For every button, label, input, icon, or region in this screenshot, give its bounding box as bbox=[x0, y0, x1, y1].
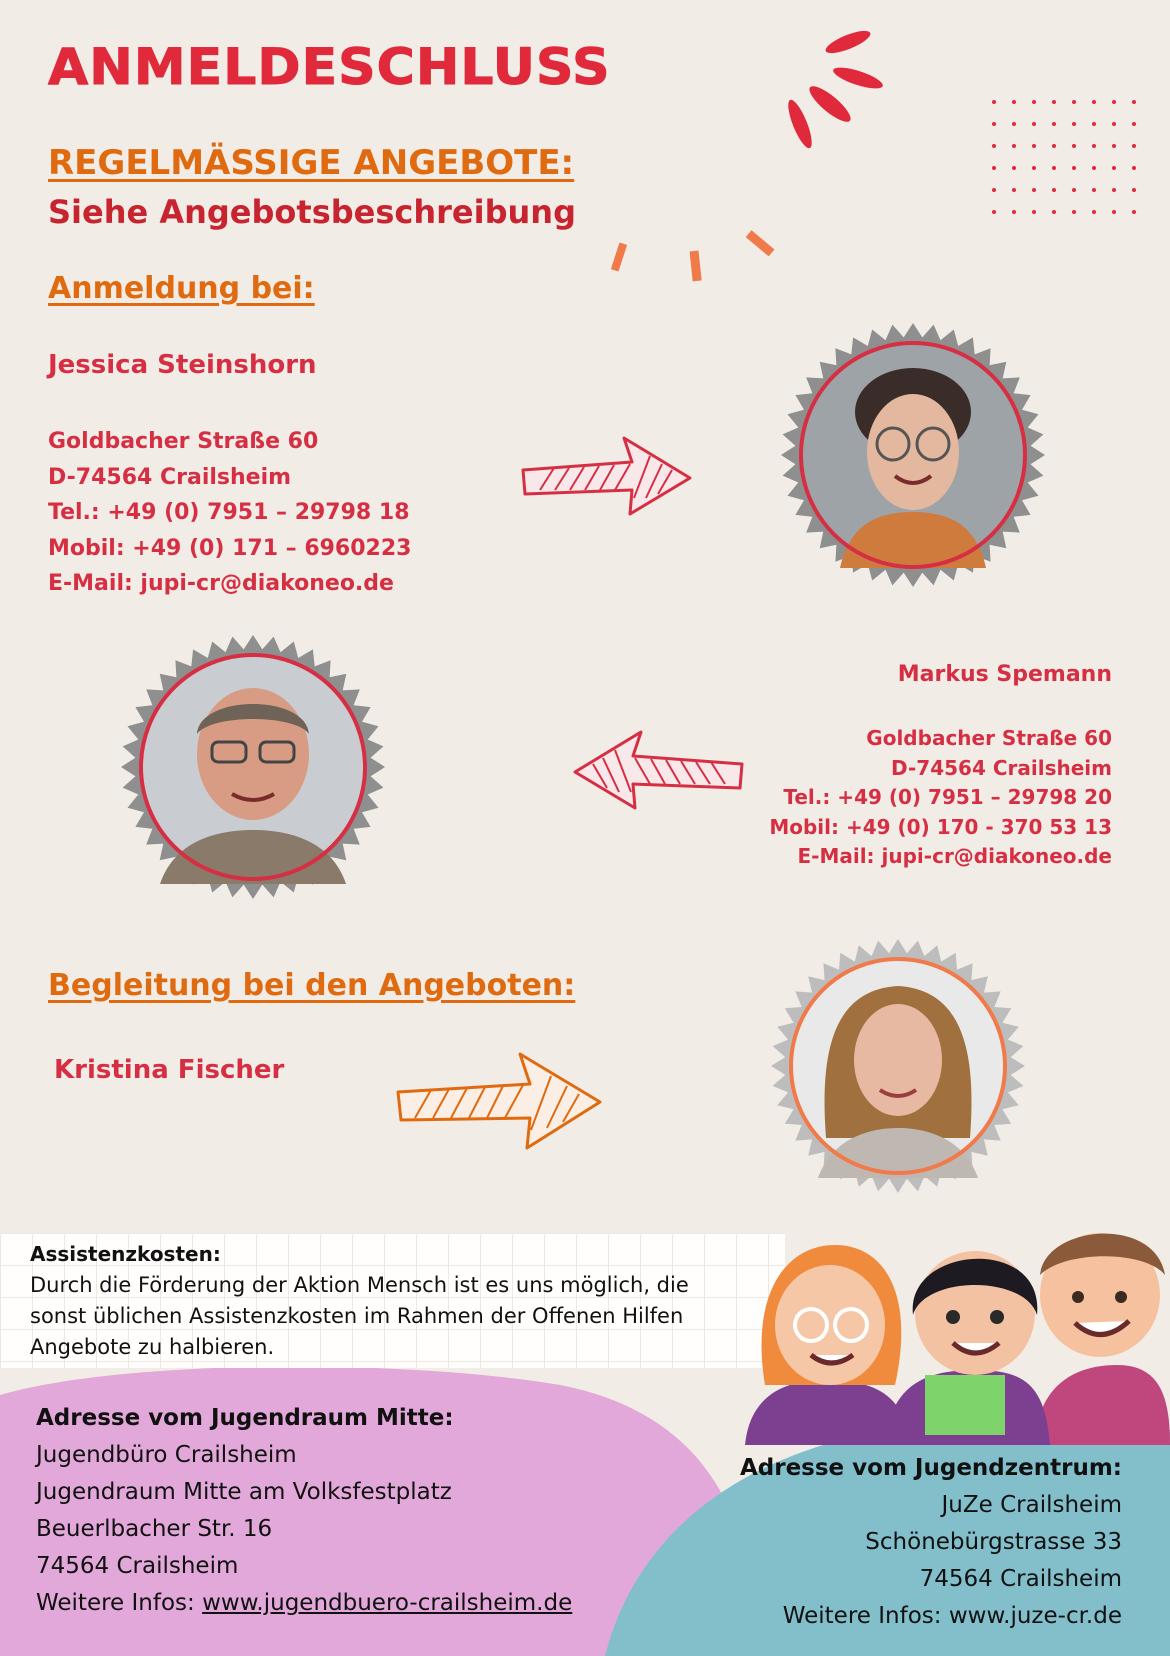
address-juze-block bbox=[783, 1487, 1122, 1635]
contact-name-markus: Markus Spemann bbox=[897, 662, 1112, 687]
dot bbox=[1092, 166, 1096, 170]
dot bbox=[1032, 122, 1036, 126]
dot bbox=[1052, 122, 1056, 126]
kristina-photo bbox=[770, 938, 1026, 1194]
arrow-right-orange-icon bbox=[395, 1048, 605, 1152]
dot bbox=[1012, 166, 1016, 170]
dot bbox=[1072, 144, 1076, 148]
website-link[interactable]: Weitere Infos: www.juze-cr.de bbox=[782, 1603, 1122, 1629]
dot bbox=[1112, 210, 1116, 214]
email-link[interactable]: E-Mail: jupi-cr@diakoneo.de bbox=[48, 571, 394, 596]
contact-details-markus bbox=[769, 724, 1112, 872]
dot bbox=[1072, 166, 1076, 170]
address-line: Jugendbüro Crailsheim bbox=[36, 1442, 297, 1468]
dot bbox=[1032, 210, 1036, 214]
dot bbox=[992, 122, 996, 126]
dot bbox=[1132, 122, 1136, 126]
dot bbox=[1132, 210, 1136, 214]
dot bbox=[1052, 166, 1056, 170]
dot bbox=[992, 210, 996, 214]
dot bbox=[992, 188, 996, 192]
dot bbox=[1052, 188, 1056, 192]
dot bbox=[1112, 166, 1116, 170]
address-mitte-block bbox=[36, 1437, 572, 1622]
dot bbox=[1072, 188, 1076, 192]
city: D-74564 Crailsheim bbox=[48, 464, 292, 490]
dot bbox=[1132, 188, 1136, 192]
phone: Tel.: +49 (0) 7951 – 29798 20 bbox=[783, 785, 1112, 809]
info-label: Weitere Infos: bbox=[36, 1590, 203, 1616]
dot bbox=[1092, 144, 1096, 148]
mobile: Mobil: +49 (0) 171 – 6960223 bbox=[48, 535, 412, 561]
dot bbox=[1052, 144, 1056, 148]
address-line: Beuerlbacher Str. 16 bbox=[36, 1516, 273, 1542]
dot bbox=[1132, 144, 1136, 148]
address-line: JuZe Crailsheim bbox=[941, 1492, 1122, 1518]
arrow-right-icon bbox=[520, 432, 695, 517]
dot bbox=[1032, 144, 1036, 148]
anmeldung-heading: Anmeldung bei: bbox=[48, 271, 315, 306]
dot bbox=[1072, 210, 1076, 214]
dot bbox=[1092, 210, 1096, 214]
starburst-decoration bbox=[780, 20, 890, 160]
assistenz-title: Assistenzkosten: bbox=[30, 1242, 221, 1266]
dot bbox=[992, 100, 996, 104]
dot bbox=[1032, 188, 1036, 192]
contact-name-jessica: Jessica Steinshorn bbox=[48, 350, 317, 380]
markus-photo bbox=[120, 634, 386, 900]
dot bbox=[1112, 100, 1116, 104]
dot bbox=[1112, 122, 1116, 126]
dot bbox=[1012, 144, 1016, 148]
dot-grid-decoration bbox=[990, 98, 1150, 228]
dot bbox=[1072, 100, 1076, 104]
contact-name-kristina: Kristina Fischer bbox=[54, 1055, 285, 1085]
dot bbox=[1112, 144, 1116, 148]
dot bbox=[1032, 100, 1036, 104]
dot bbox=[992, 166, 996, 170]
mobile: Mobil: +49 (0) 170 - 370 53 13 bbox=[769, 814, 1112, 839]
street: Goldbacher Straße 60 bbox=[866, 726, 1112, 750]
dot bbox=[1132, 166, 1136, 170]
cartoon-kids-illustration bbox=[745, 1215, 1170, 1445]
page-title: ANMELDESCHLUSS bbox=[48, 38, 611, 96]
address-mitte-title: Adresse vom Jugendraum Mitte: bbox=[36, 1405, 454, 1431]
city: D-74564 Crailsheim bbox=[891, 755, 1112, 780]
dot bbox=[1052, 210, 1056, 214]
assistenz-text: Durch die Förderung der Aktion Mensch ist es uns möglich, die sonst üblichen Assistenzkosten im Rahmen der Offenen Hilfen Angebote zu halbieren. bbox=[30, 1273, 689, 1359]
dot bbox=[1032, 166, 1036, 170]
begleitung-heading: Begleitung bei den Angeboten: bbox=[48, 968, 576, 1003]
angebote-subtitle: Siehe Angebotsbeschreibung bbox=[48, 193, 576, 231]
arrow-left-icon bbox=[570, 726, 745, 811]
address-line: 74564 Crailsheim bbox=[36, 1553, 239, 1579]
dot bbox=[1092, 188, 1096, 192]
dot bbox=[1112, 188, 1116, 192]
dash-decoration bbox=[605, 225, 785, 285]
dot bbox=[1012, 188, 1016, 192]
dot bbox=[1132, 100, 1136, 104]
phone: Tel.: +49 (0) 7951 – 29798 18 bbox=[48, 500, 410, 525]
address-line: Jugendraum Mitte am Volksfestplatz bbox=[36, 1479, 452, 1505]
jessica-photo bbox=[780, 322, 1046, 588]
contact-details-jessica bbox=[48, 424, 411, 602]
email-link[interactable]: E-Mail: jupi-cr@diakoneo.de bbox=[797, 844, 1112, 868]
address-line: 74564 Crailsheim bbox=[919, 1566, 1122, 1592]
dot bbox=[1092, 122, 1096, 126]
street: Goldbacher Straße 60 bbox=[48, 429, 319, 454]
dot bbox=[1072, 122, 1076, 126]
dot bbox=[1012, 210, 1016, 214]
info-line bbox=[36, 1585, 572, 1622]
dot bbox=[1092, 100, 1096, 104]
address-line: Schönebürgstrasse 33 bbox=[865, 1529, 1122, 1555]
website-link[interactable]: www.jugendbuero-crailsheim.de bbox=[202, 1590, 573, 1616]
dot bbox=[1012, 100, 1016, 104]
dot bbox=[1012, 122, 1016, 126]
address-juze-title: Adresse vom Jugendzentrum: bbox=[739, 1455, 1122, 1481]
dot bbox=[992, 144, 996, 148]
dot bbox=[1052, 100, 1056, 104]
angebote-heading: REGELMÄSSIGE ANGEBOTE: bbox=[48, 143, 575, 183]
